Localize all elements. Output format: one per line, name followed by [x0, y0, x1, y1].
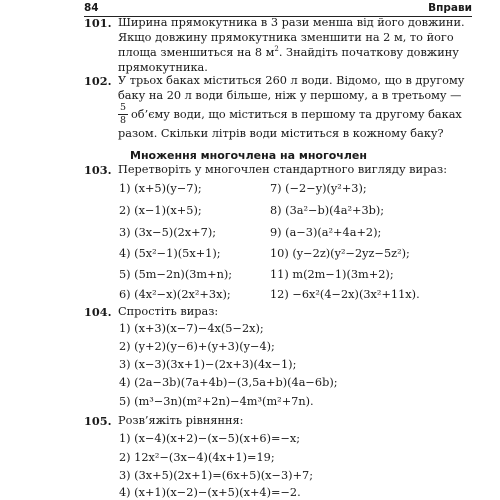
- exercise-104-item-1: 1) (x+3)(x−7)−4x(5−2x);: [119, 322, 264, 335]
- exercise-105-number: 105.: [84, 414, 112, 428]
- exercise-105-item-2: 2) 12x²−(3x−4)(4x+1)=19;: [119, 451, 275, 464]
- exercise-101-number: 101.: [84, 16, 112, 30]
- fraction-denominator: 8: [119, 115, 127, 126]
- exercise-104-item-5: 5) (m³−3n)(m²+2n)−4m³(m²+7n).: [119, 395, 314, 408]
- exercise-103-item-1: 1) (x+5)(y−7);: [119, 182, 202, 195]
- exercise-103-item-3: 3) (3x−5)(2x+7);: [119, 226, 217, 239]
- exercise-105-title: Розв’яжіть рівняння:: [118, 414, 244, 427]
- section-title: Множення многочлена на многочлен: [130, 149, 367, 162]
- exercise-101-line-1: Ширина прямокутника в 3 рази менша від його довжини.: [118, 16, 465, 29]
- exercise-101-line-4: прямокутника.: [118, 61, 208, 74]
- fraction-five-eighths: [118, 103, 128, 126]
- exercise-103-item-8: 8) (3a²−b)(4a²+3b);: [270, 204, 385, 217]
- exercise-102-line-4: разом. Скільки літрів води міститься в кожному баку?: [118, 127, 444, 140]
- exercise-101-line-3: [118, 46, 459, 60]
- exercise-101-superscript: 2: [274, 45, 279, 54]
- exercise-101-line-2: Якщо довжину прямокутника зменшити на 2 м, то його: [118, 31, 454, 44]
- exercise-102-number: 102.: [84, 74, 112, 88]
- exercise-102-line-3: об’єму води, що міститься в першому та другому баках: [131, 108, 462, 121]
- exercise-104-item-2: 2) (y+2)(y−6)+(y+3)(y−4);: [119, 340, 275, 353]
- exercise-103-item-6: 6) (4x²−x)(2x²+3x);: [119, 288, 231, 301]
- page-header: [84, 2, 472, 17]
- exercise-103-item-11: 11) m(2m−1)(3m+2);: [270, 268, 394, 281]
- section-header: Вправи: [428, 2, 472, 14]
- exercise-102-line-2: баку на 20 л води більше, ніж у першому, а в третьому —: [118, 89, 462, 102]
- exercise-104-item-4: 4) (2a−3b)(7a+4b)−(3,5a+b)(4a−6b);: [119, 376, 338, 389]
- exercise-105-item-3: 3) (3x+5)(2x+1)=(6x+5)(x−3)+7;: [119, 469, 314, 482]
- exercise-103-title: Перетворіть у многочлен стандартного вигляду вираз:: [118, 163, 448, 176]
- exercise-103-item-5: 5) (5m−2n)(3m+n);: [119, 268, 233, 281]
- exercise-103-item-2: 2) (x−1)(x+5);: [119, 204, 202, 217]
- exercise-103-item-7: 7) (−2−y)(y²+3);: [270, 182, 367, 195]
- exercise-101-line-3a: площа зменшиться на 8 м: [118, 46, 275, 59]
- exercise-103-item-12: 12) −6x²(4−2x)(3x²+11x).: [270, 288, 420, 301]
- page-number: 84: [84, 2, 99, 14]
- exercise-105-item-4: 4) (x+1)(x−2)−(x+5)(x+4)=−2.: [119, 486, 301, 499]
- exercise-102-line-1: У трьох баках міститься 260 л води. Відомо, що в другому: [118, 74, 465, 87]
- exercise-103-item-10: 10) (y−2z)(y²−2yz−5z²);: [270, 247, 410, 260]
- exercise-105-item-1: 1) (x−4)(x+2)−(x−5)(x+6)=−x;: [119, 432, 301, 445]
- exercise-104-title: Спростіть вираз:: [118, 305, 219, 318]
- exercise-104-item-3: 3) (x−3)(3x+1)−(2x+3)(4x−1);: [119, 358, 297, 371]
- exercise-104-number: 104.: [84, 305, 112, 319]
- exercise-103-number: 103.: [84, 163, 112, 177]
- exercise-101-line-3b: . Знайдіть початкову довжину: [278, 46, 459, 59]
- fraction-numerator: 5: [119, 102, 127, 113]
- exercise-103-item-9: 9) (a−3)(a²+4a+2);: [270, 226, 382, 239]
- exercise-103-item-4: 4) (5x²−1)(5x+1);: [119, 247, 221, 260]
